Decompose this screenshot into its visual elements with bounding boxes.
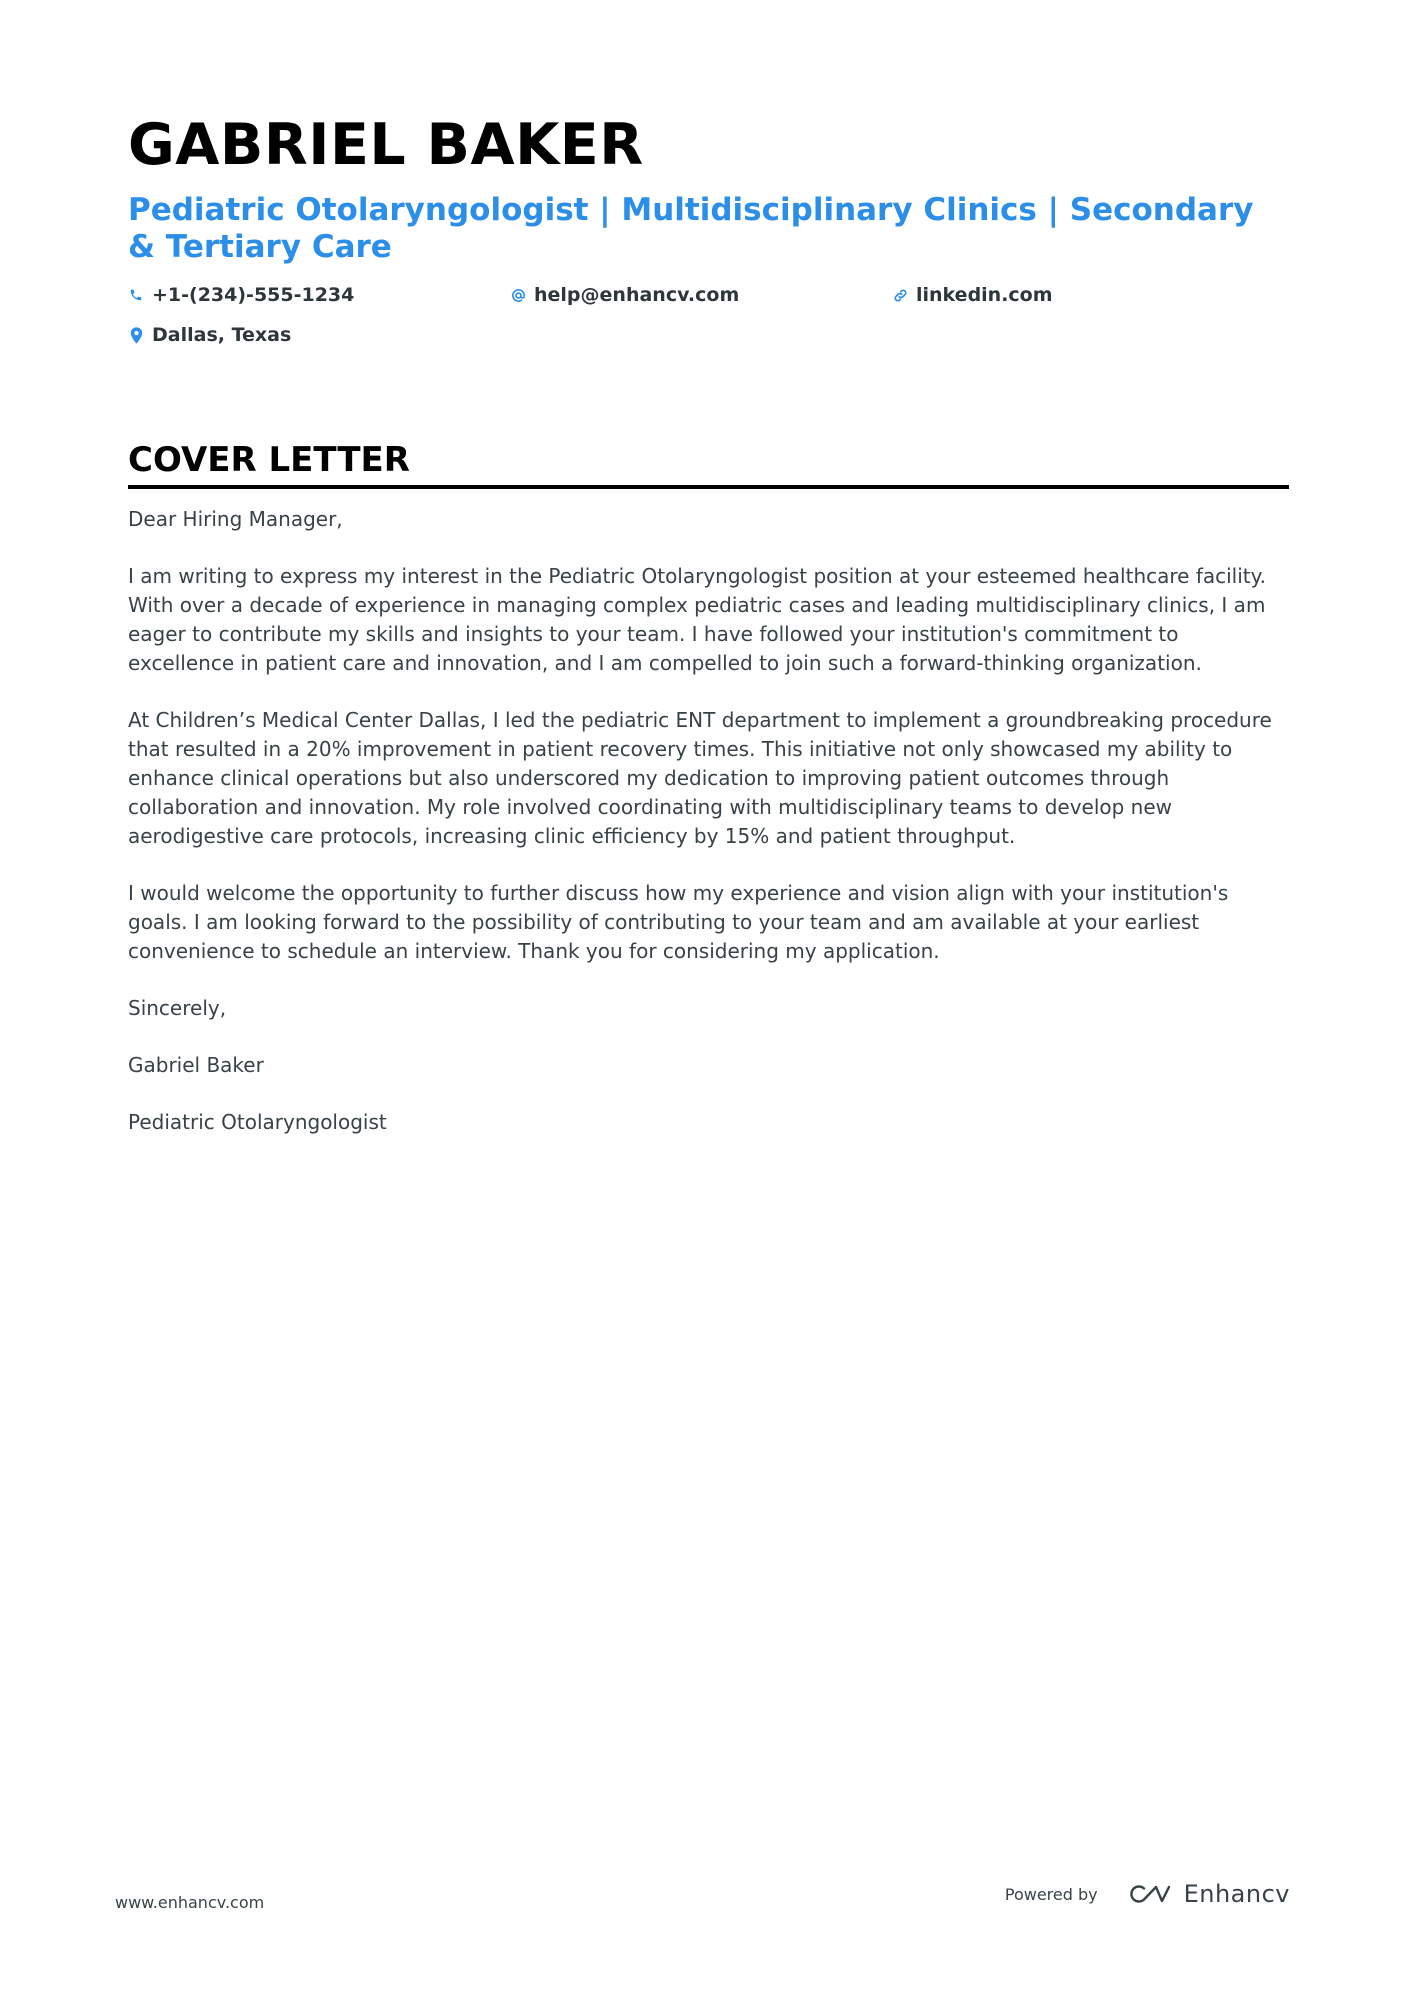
contact-info	[128, 282, 1289, 348]
phone-number: +1-(234)-555-1234	[152, 284, 355, 306]
enhancv-logo-icon	[1126, 1882, 1172, 1906]
location-pin-icon	[128, 326, 144, 344]
location-text: Dallas, Texas	[152, 324, 292, 346]
letter-body	[128, 505, 1289, 1137]
letter-paragraph: I would welcome the opportunity to further discuss how my experience and vision align with your institution's goals. I am looking forward to the possibility of contributing to your team and am available at your earliest convenience to schedule an interview. Thank you for considering my application.	[128, 881, 1229, 963]
resume-page	[128, 110, 1289, 1165]
section-title-cover-letter: COVER LETTER	[128, 440, 1289, 489]
letter-greeting: Dear Hiring Manager,	[128, 507, 343, 531]
enhancv-brand-link[interactable]	[1126, 1880, 1290, 1908]
linkedin-url: linkedin.com	[916, 284, 1053, 306]
phone-icon	[128, 286, 144, 304]
footer-branding	[1005, 1880, 1290, 1908]
signature-name: Gabriel Baker	[128, 1053, 264, 1077]
email-address: help@enhancv.com	[534, 284, 740, 306]
candidate-name: GABRIEL BAKER	[128, 112, 644, 178]
letter-paragraph: At Children’s Medical Center Dallas, I led the pediatric ENT department to implement a groundbreaking procedure that resulted in a 20% improvement in patient recovery times. This initiative not only showcased my ability to enhance clinical operations but also underscored my dedication to improving patient outcomes through collaboration and innovation. My role involved coordinating with multidisciplinary teams to develop new aerodigestive care protocols, increasing clinic efficiency by 15% and patient throughput.	[128, 708, 1272, 848]
contact-location	[128, 322, 510, 348]
letter-closing: Sincerely,	[128, 996, 227, 1020]
candidate-headline: Pediatric Otolaryngologist | Multidisciplinary Clinics | Secondary & Tertiary Care	[128, 192, 1254, 265]
contact-email[interactable]	[510, 282, 892, 308]
signature-title: Pediatric Otolaryngologist	[128, 1110, 387, 1134]
letter-paragraph: I am writing to express my interest in the Pediatric Otolaryngologist position at your esteemed healthcare facility. With over a decade of experience in managing complex pediatric cases and leading multidisciplinary clinics, I am eager to contribute my skills and insights to your team. I have followed your institution's commitment to excellence in patient care and innovation, and I am compelled to join such a forward-thinking organization.	[128, 564, 1266, 675]
link-icon	[892, 286, 908, 304]
brand-name: Enhancv	[1183, 1880, 1290, 1908]
at-icon	[510, 286, 526, 304]
powered-by-label: Powered by	[1004, 1884, 1098, 1904]
contact-linkedin[interactable]	[892, 282, 1274, 308]
footer-website-link[interactable]: www.enhancv.com	[115, 1893, 265, 1912]
contact-phone[interactable]	[128, 282, 510, 308]
